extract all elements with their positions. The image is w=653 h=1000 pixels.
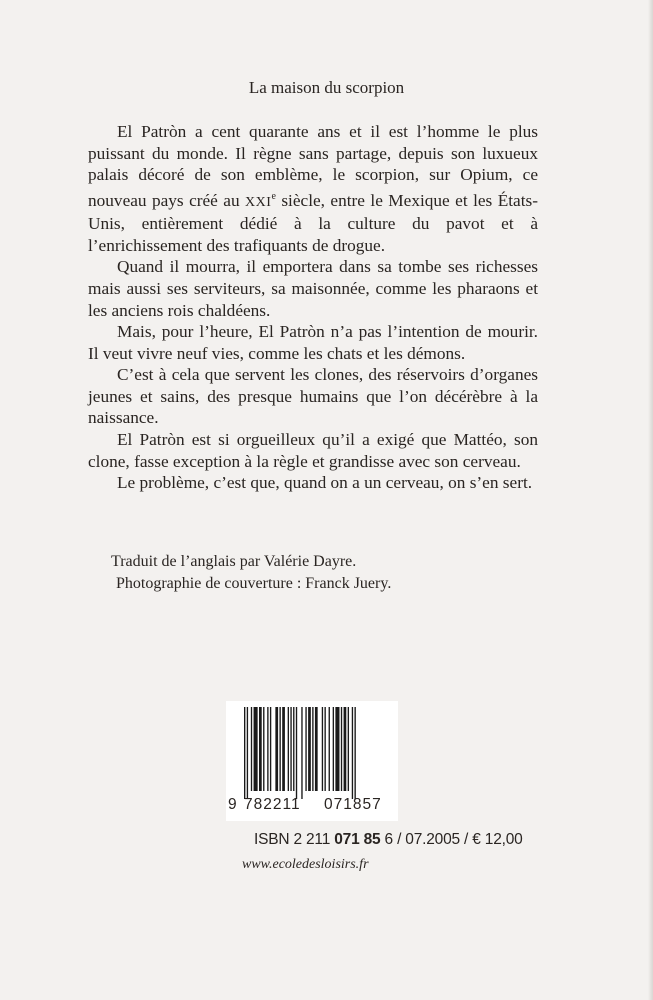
barcode-bar [247,707,248,799]
synopsis [88,121,538,494]
barcode-bar [288,707,289,791]
barcode-bar [275,707,278,791]
barcode-bar [244,707,245,799]
credits [111,551,391,594]
barcode-bar [301,707,302,799]
synopsis-paragraph-3: Mais, pour l’heure, El Patròn n’a pas l’intention de mourir. Il veut vivre neuf vies, comme les chats et les démons. [88,322,538,363]
isbn-bold-part: 071 85 [334,831,381,848]
barcode-bar [293,707,294,791]
page-edge-shadow [648,0,653,1000]
ean-barcode [226,701,398,821]
barcode-bar [329,707,330,791]
translation-credit: Traduit de l’anglais par Valérie Dayre. [111,553,357,570]
barcode-bar [344,707,347,791]
barcode-bar [267,707,268,791]
barcode-bar [315,707,318,791]
photo-credit: Photographie de couverture : Franck Juery. [116,574,392,592]
isbn-prefix: ISBN 2 211 [254,831,335,848]
barcode-bar [270,707,271,791]
isbn-line [254,831,523,849]
synopsis-paragraph-1 [88,121,538,256]
barcode-first-digit: 9 [228,796,238,813]
barcode-bar [354,707,355,799]
publisher-url[interactable]: www.ecoledesloisirs.fr [242,857,369,872]
synopsis-paragraph-2: Quand il mourra, il emportera dans sa tombe ses richesses mais aussi ses serviteurs, sa maisonnée, comme les pharaons et les anciens rois chaldéens. [88,257,538,320]
synopsis-paragraph-4: C’est à cela que servent les clones, des réservoirs d’organes jeunes et sains, des presque humains que l’on décérèbre à la naissance. [88,365,538,428]
century-superscript: e [271,190,276,202]
barcode-bar [335,707,339,791]
barcode-bar [251,707,252,791]
synopsis-paragraph-6: Le problème, c’est que, quand on a un cerveau, on s’en sert. [117,473,533,493]
barcode-bar [348,707,349,791]
barcode-bar [254,707,258,791]
century-numeral: XXI [245,194,272,210]
book-title: La maison du scorpion [248,78,405,97]
barcode-bar [263,707,264,791]
synopsis-p1-part-a: El Patròn a cent quarante ans et il est l’homme le plus puissant du monde. Il règne sans partage, depuis son luxueux palais décoré de son emblème, le scorpion, sur Opium, ce nouveau pays créé au [88,122,538,210]
barcode-bar [259,707,262,791]
synopsis-paragraph-5: El Patròn est si orgueilleux qu’il a exigé que Mattéo, son clone, fasse exception à la règle et grandisse avec son cerveau. [88,430,538,471]
barcode-bar [352,707,353,799]
barcode-bar [312,707,313,791]
barcode-bar [308,707,311,791]
barcode-bar [324,707,325,791]
barcode-group-2: 071857 [324,796,382,813]
barcode-bar [333,707,334,791]
isbn-suffix: 6 / 07.2005 / € 12,00 [380,831,523,848]
barcode-bar [296,707,297,799]
barcode-bar [290,707,291,791]
barcode-bars [232,707,392,799]
synopsis-p1-part-b: siècle, entre le Mexique et les États-Unis, entièrement dédié à la culture du pavot et à l’enrichissement des trafiquants de drogue. [88,190,539,255]
barcode-bar [279,707,280,791]
barcode-bar [341,707,342,791]
barcode-bar [282,707,285,791]
barcode-bar [322,707,323,791]
barcode-bar [305,707,306,791]
barcode-group-1: 782211 [244,796,301,813]
